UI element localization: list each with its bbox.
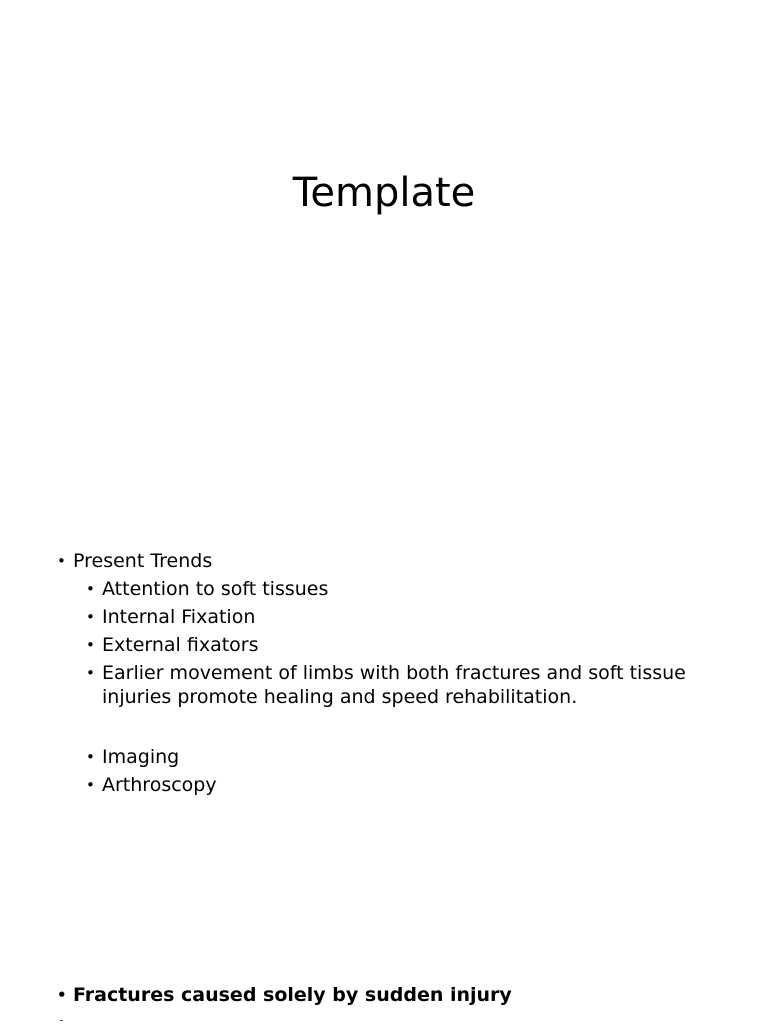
- bullet-item: • Present Trends: [56, 549, 736, 573]
- bullet-list: [56, 549, 736, 801]
- slide-title: Template: [292, 170, 476, 216]
- sub-bullet-item: • Imaging: [85, 745, 736, 769]
- next-slide-bullet-list: [56, 983, 746, 1025]
- sub-bullet-item: • Arthroscopy: [85, 773, 736, 797]
- sub-bullet-item: • Internal Fixation: [85, 605, 736, 629]
- next-slide-bullet-item-cropped: [56, 1011, 746, 1021]
- sub-bullet-item: • External fixators: [85, 633, 736, 657]
- next-slide-bullet-item: • Fractures caused solely by sudden injury: [56, 983, 746, 1007]
- sub-bullet-item: • Attention to soft tissues: [85, 577, 736, 601]
- sub-bullet-item: • Earlier movement of limbs with both fractures and soft tissue injuries promote healing and speed rehabilitation.: [85, 661, 736, 709]
